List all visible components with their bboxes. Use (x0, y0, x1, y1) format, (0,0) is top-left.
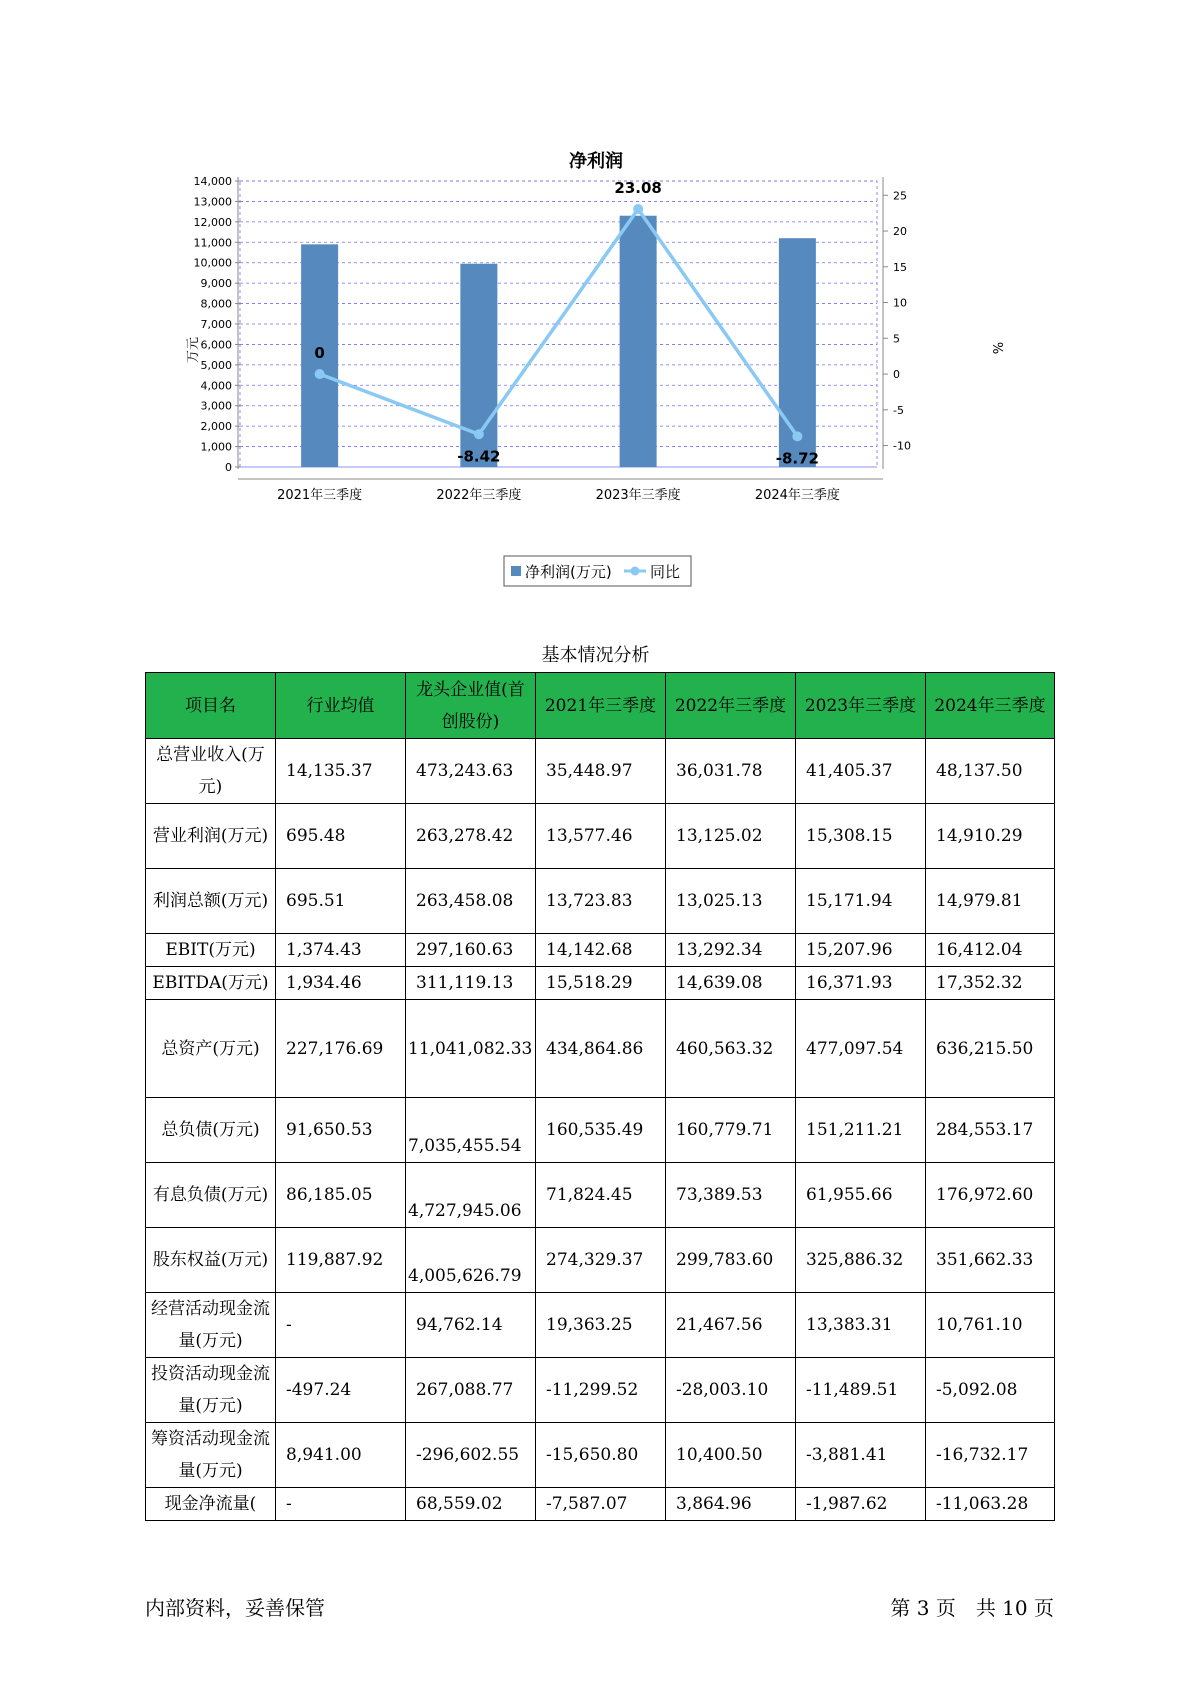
table-row (146, 1000, 1055, 1098)
table-cell: 14,910.29 (926, 804, 1055, 869)
y-tick-label: 13,000 (193, 195, 232, 209)
table-row (146, 1228, 1055, 1293)
y-tick-label: 7,000 (200, 318, 232, 331)
yoy-point (633, 204, 643, 214)
table-cell: -16,732.17 (926, 1423, 1055, 1488)
table-cell: 325,886.32 (796, 1228, 926, 1293)
table-cell: 227,176.69 (276, 1000, 406, 1098)
table-row (146, 934, 1055, 967)
y-tick-label: 12,000 (193, 215, 232, 229)
table-cell: 13,383.31 (796, 1293, 926, 1358)
table-cell: -28,003.10 (666, 1358, 796, 1423)
table-row (146, 1358, 1055, 1423)
net-profit-chart (0, 0, 1191, 600)
table-cell: -15,650.80 (536, 1423, 666, 1488)
table-cell: 8,941.00 (276, 1423, 406, 1488)
row-label: 经营活动现金流量(万元) (146, 1293, 276, 1358)
table-cell: 15,171.94 (796, 869, 926, 934)
table-caption: 基本情况分析 (541, 645, 650, 666)
table-cell: -5,092.08 (926, 1358, 1055, 1423)
legend-bar-label: 净利润(万元) (525, 563, 612, 581)
table-cell: 460,563.32 (666, 1000, 796, 1098)
table-cell: 14,142.68 (536, 934, 666, 967)
y-tick-label: 11,000 (193, 236, 232, 250)
row-label: 有息负债(万元) (146, 1163, 276, 1228)
table-cell: 297,160.63 (406, 934, 536, 967)
table-cell: 119,887.92 (276, 1228, 406, 1293)
row-label: 总负债(万元) (146, 1098, 276, 1163)
y2-tick-label: 25 (893, 189, 907, 203)
yoy-data-label: 23.08 (614, 179, 662, 198)
table-cell: 14,639.08 (666, 967, 796, 1000)
x-tick-label: 2023年三季度 (595, 488, 681, 503)
table-row (146, 1488, 1055, 1521)
table-cell: 11,041,082.33 (406, 1000, 536, 1098)
table-cell: 13,025.13 (666, 869, 796, 934)
table-cell: 477,097.54 (796, 1000, 926, 1098)
table-cell: - (276, 1293, 406, 1358)
table-cell: 14,135.37 (276, 739, 406, 804)
table-cell: 1,934.46 (276, 967, 406, 1000)
y-tick-label: 9,000 (200, 277, 232, 291)
table-cell: 68,559.02 (406, 1488, 536, 1521)
row-label: EBIT(万元) (146, 934, 276, 967)
yoy-series-line (320, 209, 798, 436)
yoy-point (315, 369, 325, 379)
basic-analysis-table (145, 672, 1055, 1521)
table-cell: 21,467.56 (666, 1293, 796, 1358)
legend-line-label: 同比 (650, 563, 681, 581)
table-cell: 14,979.81 (926, 869, 1055, 934)
y-tick-label: 2,000 (200, 420, 232, 434)
y2-tick-label: -10 (893, 439, 911, 453)
table-row (146, 869, 1055, 934)
row-label: EBITDA(万元) (146, 967, 276, 1000)
table-cell: 695.51 (276, 869, 406, 934)
x-tick-label: 2024年三季度 (754, 488, 840, 503)
table-cell: 17,352.32 (926, 967, 1055, 1000)
y-tick-label: 3,000 (200, 399, 232, 413)
table-cell: 160,779.71 (666, 1098, 796, 1163)
table-cell: 284,553.17 (926, 1098, 1055, 1163)
header-industry-avg: 行业均值 (276, 673, 406, 739)
header-2024q3: 2024年三季度 (926, 673, 1055, 739)
row-label: 总营业收入(万元) (146, 739, 276, 804)
table-row (146, 739, 1055, 804)
table-cell: -497.24 (276, 1358, 406, 1423)
y-tick-label: 6,000 (200, 338, 232, 352)
table-cell: -296,602.55 (406, 1423, 536, 1488)
y-tick-label: 1,000 (200, 440, 232, 454)
table-cell: 91,650.53 (276, 1098, 406, 1163)
footer-confidential: 内部资料，妥善保管 (145, 1596, 325, 1620)
table-cell: 13,723.83 (536, 869, 666, 934)
y-axis-label: 万元 (186, 336, 201, 364)
y2-tick-label: 5 (893, 332, 900, 346)
table-cell: 151,211.21 (796, 1098, 926, 1163)
table-cell: 263,458.08 (406, 869, 536, 934)
table-cell: 351,662.33 (926, 1228, 1055, 1293)
chart-title: 净利润 (569, 151, 623, 172)
table-row (146, 1423, 1055, 1488)
table-row (146, 1098, 1055, 1163)
x-tick-label: 2021年三季度 (277, 488, 363, 503)
table-cell: 48,137.50 (926, 739, 1055, 804)
table-cell: 473,243.63 (406, 739, 536, 804)
bar-2023年三季度 (620, 216, 657, 467)
header-item-name: 项目名 (146, 673, 276, 739)
y2-tick-label: 20 (893, 225, 907, 239)
y-tick-label: 4,000 (200, 379, 232, 393)
x-tick-label: 2022年三季度 (436, 488, 522, 503)
chart-yoy-line (314, 179, 819, 467)
table-cell: 15,207.96 (796, 934, 926, 967)
table-cell: -3,881.41 (796, 1423, 926, 1488)
y2-tick-label: 15 (893, 260, 907, 274)
table-cell: 274,329.37 (536, 1228, 666, 1293)
row-label: 总资产(万元) (146, 1000, 276, 1098)
table-cell: 71,824.45 (536, 1163, 666, 1228)
row-label: 利润总额(万元) (146, 869, 276, 934)
table-cell: 10,400.50 (666, 1423, 796, 1488)
table-cell: 3,864.96 (666, 1488, 796, 1521)
row-label: 股东权益(万元) (146, 1228, 276, 1293)
table-cell: 15,518.29 (536, 967, 666, 1000)
table-header-row (146, 673, 1055, 739)
table-cell: 10,761.10 (926, 1293, 1055, 1358)
y2-tick-label: 10 (893, 296, 907, 310)
table-cell: 86,185.05 (276, 1163, 406, 1228)
table-cell: 16,412.04 (926, 934, 1055, 967)
yoy-data-label: -8.72 (775, 449, 819, 468)
yoy-point (474, 429, 484, 439)
y-tick-label: 0 (225, 461, 232, 474)
table-cell: 13,292.34 (666, 934, 796, 967)
yoy-data-label: 0 (314, 344, 325, 363)
y-tick-label: 5,000 (200, 358, 232, 372)
header-2021q3: 2021年三季度 (536, 673, 666, 739)
table-cell: 41,405.37 (796, 739, 926, 804)
table-row (146, 1293, 1055, 1358)
table-row (146, 967, 1055, 1000)
table-cell: 636,215.50 (926, 1000, 1055, 1098)
table-cell: 19,363.25 (536, 1293, 666, 1358)
y2-tick-label: -5 (893, 403, 904, 417)
table-row (146, 1163, 1055, 1228)
y2-tick-label: 0 (893, 368, 900, 382)
footer-page-number: 第 3 页 共 10 页 (890, 1596, 1054, 1620)
table-cell: 7,035,455.54 (406, 1098, 536, 1163)
table-cell: -11,063.28 (926, 1488, 1055, 1521)
table-cell: 94,762.14 (406, 1293, 536, 1358)
row-label: 投资活动现金流量(万元) (146, 1358, 276, 1423)
row-label: 营业利润(万元) (146, 804, 276, 869)
row-label: 筹资活动现金流量(万元) (146, 1423, 276, 1488)
table-cell: 36,031.78 (666, 739, 796, 804)
table-cell: 695.48 (276, 804, 406, 869)
table-cell: 73,389.53 (666, 1163, 796, 1228)
table-cell: 16,371.93 (796, 967, 926, 1000)
table-cell: 176,972.60 (926, 1163, 1055, 1228)
table-cell: -7,587.07 (536, 1488, 666, 1521)
y2-axis-label: % (989, 341, 1004, 355)
table-cell: 4,727,945.06 (406, 1163, 536, 1228)
table-cell: 13,125.02 (666, 804, 796, 869)
table-cell: 61,955.66 (796, 1163, 926, 1228)
table-row (146, 804, 1055, 869)
table-cell: 434,864.86 (536, 1000, 666, 1098)
legend-bar-swatch (511, 566, 521, 576)
header-leader-value: 龙头企业值(首创股份) (406, 673, 536, 739)
y-tick-label: 10,000 (193, 256, 232, 270)
chart-bars (301, 216, 816, 467)
y-tick-label: 8,000 (200, 297, 232, 311)
header-2023q3: 2023年三季度 (796, 673, 926, 739)
table-cell: -11,299.52 (536, 1358, 666, 1423)
table-cell: 160,535.49 (536, 1098, 666, 1163)
table-cell: -1,987.62 (796, 1488, 926, 1521)
table-cell: 13,577.46 (536, 804, 666, 869)
table-cell: 299,783.60 (666, 1228, 796, 1293)
chart-legend (504, 556, 691, 586)
row-label: 现金净流量( (146, 1488, 276, 1521)
yoy-data-label: -8.42 (457, 447, 501, 466)
table-cell: 35,448.97 (536, 739, 666, 804)
table-cell: 263,278.42 (406, 804, 536, 869)
table-cell: - (276, 1488, 406, 1521)
table-cell: 267,088.77 (406, 1358, 536, 1423)
table-cell: 15,308.15 (796, 804, 926, 869)
header-2022q3: 2022年三季度 (666, 673, 796, 739)
legend-line-marker (631, 567, 640, 576)
y-tick-label: 14,000 (193, 175, 232, 188)
table-cell: 1,374.43 (276, 934, 406, 967)
table-cell: 311,119.13 (406, 967, 536, 1000)
table-cell: 4,005,626.79 (406, 1228, 536, 1293)
yoy-point (792, 431, 802, 441)
table-cell: -11,489.51 (796, 1358, 926, 1423)
